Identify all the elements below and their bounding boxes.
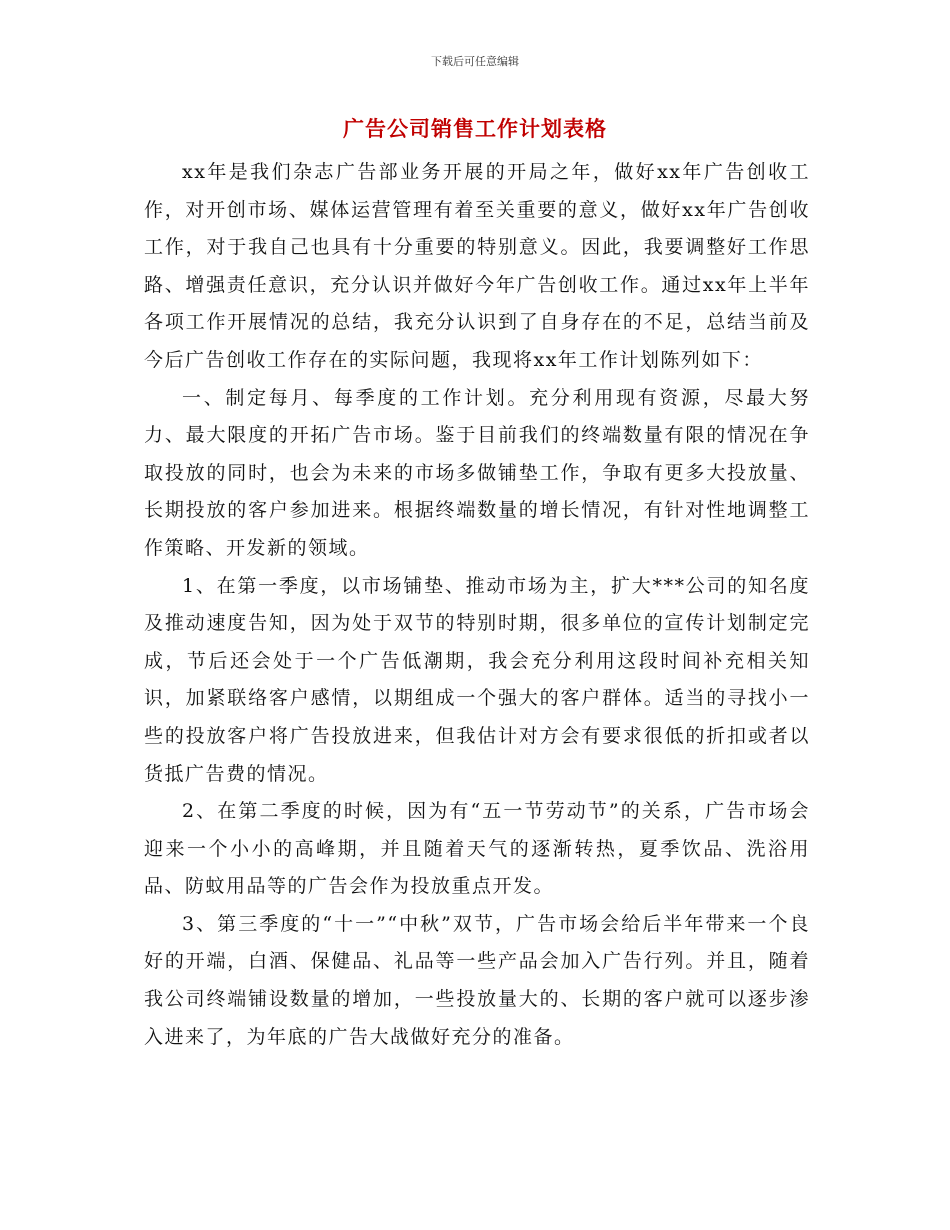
page-header-note: 下载后可任意编辑 — [431, 55, 519, 68]
paragraph-section-1: 一、制定每月、每季度的工作计划。充分利用现有资源，尽最大努力、最大限度的开拓广告市场。鉴于目前我们的终端数量有限的情况在争取投放的同时，也会为未来的市场多做铺垫工作，争取有更多大投放量、长期投放的客户参加进来。根据终端数量的增长情况，有针对性地调整工作策略、开发新的领域。 — [144, 386, 810, 559]
paragraph-intro: xx年是我们杂志广告部业务开展的开局之年，做好xx年广告创收工作，对开创市场、媒体运营管理有着至关重要的意义，做好xx年广告创收工作，对于我自己也具有十分重要的特别意义。因此，我要调整好工作思路、增强责任意识，充分认识并做好今年广告创收工作。通过xx年上半年各项工作开展情况的总结，我充分认识到了自身存在的不足，总结当前及今后广告创收工作存在的实际问题，我现将xx年工作计划陈列如下： — [144, 161, 810, 371]
paragraph-q1: 1、在第一季度，以市场铺垫、推动市场为主，扩大***公司的知名度及推动速度告知，因为处于双节的特别时期，很多单位的宣传计划制定完成，节后还会处于一个广告低潮期，我会充分利用这段时间补充相关知识，加紧联络客户感情，以期组成一个强大的客户群体。适当的寻找小一些的投放客户将广告投放进来，但我估计对方会有要求很低的折扣或者以货抵广告费的情况。 — [144, 574, 810, 785]
paragraph-q3: 3、第三季度的“十一”“中秋”双节，广告市场会给后半年带来一个良好的开端，白酒、保健品、礼品等一些产品会加入广告行列。并且，随着我公司终端铺设数量的增加，一些投放量大的、长期的客户就可以逐步渗入进来了，为年底的广告大战做好充分的准备。 — [144, 912, 810, 1048]
document-title: 广告公司销售工作计划表格 — [343, 117, 607, 141]
document-body — [144, 154, 810, 1056]
paragraph-q2: 2、在第二季度的时候，因为有“五一节劳动节”的关系，广告市场会迎来一个小小的高峰期，并且随着天气的逐渐转热，夏季饮品、洗浴用品、防蚊用品等的广告会作为投放重点开发。 — [144, 800, 810, 898]
